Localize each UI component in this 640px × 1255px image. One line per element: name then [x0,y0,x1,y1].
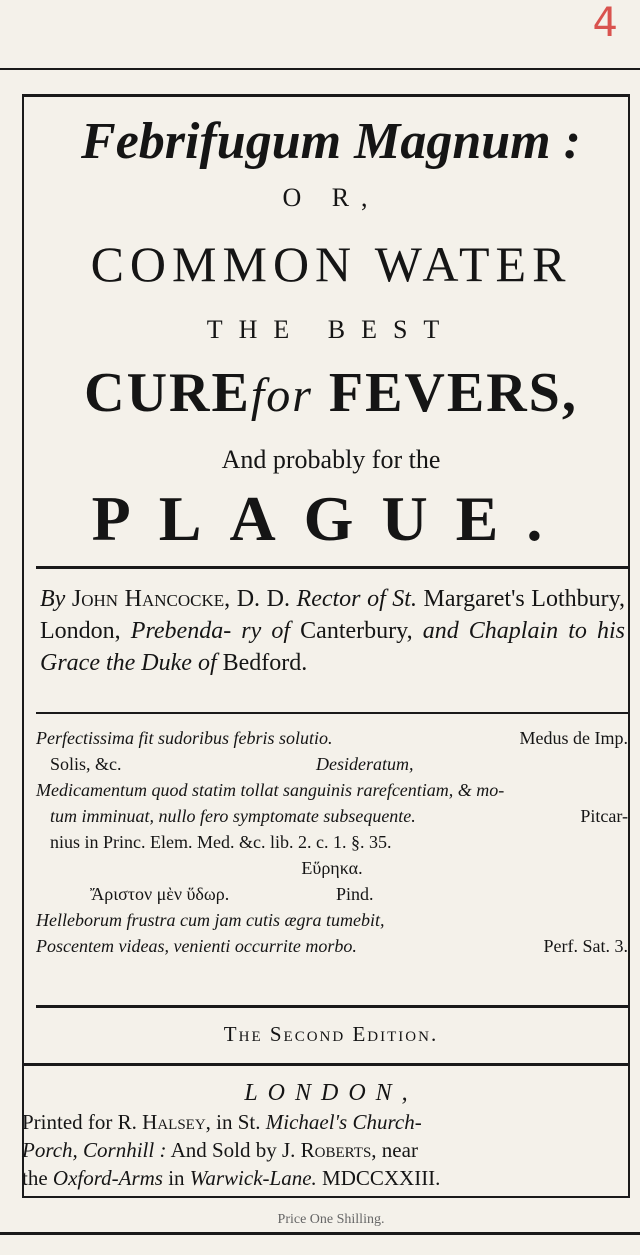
title-plague: PLAGUE. [91,483,571,554]
author-bedford: Bedford. [222,650,308,676]
imprint-halsey: Halsey, [142,1110,211,1134]
imprint-church: Michael's Church- [265,1110,422,1134]
imprint-porch: Porch, Cornhill : [22,1138,167,1162]
quote-greek: Ἄριστον μὲν ὕδωρ. [90,884,230,904]
imprint-in-st: in St. [216,1110,261,1134]
edition-text: The Second Edition. [223,1022,439,1046]
title-the-best: THE BEST [206,315,456,344]
edition-statement [36,1022,626,1047]
rule-after-title [36,566,628,569]
quote-line-5: nius in Princ. Elem. Med. &c. lib. 2. c. 1. §. 35. [50,832,392,852]
quote-line-4: tum imminuat, nullo fero symptomate subsequente. [50,806,416,826]
title-common-water: COMMON WATER [90,236,572,292]
author-canterbury: Canterbury, [300,618,413,644]
imprint-warwick-lane: Warwick-Lane. [189,1166,317,1190]
quote-source-4: Pitcar- [580,806,628,826]
author-name: John Hancocke, [71,586,231,612]
quote-desideratum: Desideratum, [316,754,414,774]
cure-word: CURE [84,362,251,424]
imprint-in: in [168,1166,185,1190]
imprint-printed-for: Printed for R. [22,1110,137,1134]
imprint-date: MDCCXXIII. [322,1166,441,1190]
imprint-oxford-arms: Oxford-Arms [52,1166,163,1190]
imprint-block [22,1108,627,1192]
quote-source-9: Perf. Sat. 3. [543,936,628,956]
imprint-line-1 [22,1108,627,1136]
imprint-london: LONDON, [244,1080,418,1106]
right-frame-rule [628,94,630,1196]
imprint-near: near [381,1138,418,1162]
price-note: Price One Shilling. [277,1212,385,1227]
title-or: O R, [282,183,380,212]
rule-after-author [36,712,628,714]
quote-line-8: Helleborum frustra cum jam cutis ægra tumebit, [36,910,385,930]
author-chaplain: and Chaplain to his Grace [40,618,626,676]
fevers-word: FEVERS, [328,362,578,424]
author-statement [40,583,625,679]
author-by: By [40,586,66,612]
for-word: for [250,369,313,422]
top-inner-rule [22,94,630,97]
quote-line-3: Medicamentum quod statim tollat sanguinis rarefcentiam, & mo- [36,780,505,800]
imprint-the: the [22,1166,48,1190]
quote-line-2: Solis, &c. [50,754,122,774]
handwritten-number: 4 [592,0,618,46]
author-degree: D. D. [236,586,290,612]
left-frame-rule [22,94,24,1196]
rule-bottom-inner [22,1196,630,1198]
title-probably: And probably for the [221,445,441,474]
quote-eureka: Εὕρηκα. [301,858,363,878]
epigraph-block [36,725,628,959]
author-rector: Rector of St. [296,586,417,612]
main-title: Febrifugum Magnum : [81,113,581,170]
quote-pindar: Pind. [336,884,374,904]
quote-line-1: Perfectissima fit sudoribus febris solutio. [36,728,333,748]
quote-line-9: Poscentem videas, venienti occurrite morbo. [36,936,357,956]
rule-after-edition [24,1063,628,1066]
author-prebend-2: ry of [241,618,291,644]
top-border-rule [0,68,640,70]
rule-after-epigraph [36,1005,628,1008]
author-prebend: Prebenda- [130,618,232,644]
author-parish: Margaret's Lothbury, London, [40,586,626,644]
author-duke: the Duke of [105,650,217,676]
imprint-sold-by: And Sold by J. [170,1138,296,1162]
title-cure-for-fevers [36,361,626,425]
imprint-roberts: Roberts, [300,1138,377,1162]
imprint-line-3 [22,1164,627,1192]
quote-source-1: Medus de Imp. [519,728,628,748]
imprint-line-2 [22,1136,627,1164]
rule-bottom-outer [0,1232,640,1235]
